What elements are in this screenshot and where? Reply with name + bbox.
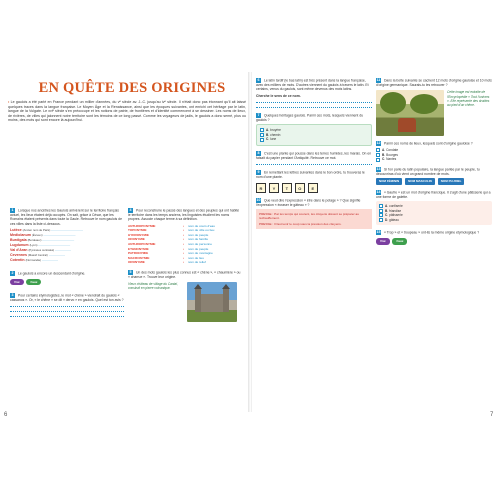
letter-tile[interactable]: O bbox=[295, 183, 305, 193]
question-7 bbox=[256, 113, 372, 146]
table-row[interactable]: PATRONYMIE • nom de montagne bbox=[128, 251, 213, 256]
question-10 bbox=[256, 198, 372, 230]
page-number-right: 7 bbox=[490, 412, 494, 418]
question-text: Lorsque nos ancêtres les Gaulois arrivèrent sur le territoire français actuel, les lieux étaient déjà occupés. On sait, grâce à César, que les Romains étaient présents dans toute la Gaule. Retrouve le nom gaulois de ces villes dans la liste ci-dessous. bbox=[10, 208, 122, 226]
checkbox[interactable] bbox=[379, 213, 383, 217]
letter-tile[interactable]: E bbox=[308, 183, 318, 193]
left-page bbox=[4, 72, 248, 412]
page-title: EN QUÊTE DES ORIGINES bbox=[38, 80, 226, 96]
option-c[interactable]: C. pâtisserie bbox=[379, 213, 489, 218]
tag-plural[interactable]: NOM PLURIEL bbox=[438, 178, 465, 184]
tag-masculine[interactable]: NOM MASCULIN bbox=[405, 178, 435, 184]
question-number: 9 bbox=[257, 170, 260, 175]
vrai-button[interactable]: Vrai bbox=[376, 238, 390, 244]
vrai-button[interactable]: Vrai bbox=[10, 279, 24, 285]
answer-line[interactable] bbox=[10, 308, 124, 312]
table-row[interactable]: ORONYMIE • nom de relief bbox=[128, 260, 206, 265]
question-text: Si l'on parle du latin populaire, la langue parlée par le peuple, tu découvriras d'où vient un grand nombre de mots. bbox=[376, 167, 480, 177]
question-number: 2 bbox=[11, 270, 14, 275]
castle-block bbox=[128, 282, 242, 322]
question-8 bbox=[256, 151, 372, 165]
town-item[interactable]: Mediolanum (Évreux) ................................ bbox=[10, 232, 76, 237]
letter-tiles bbox=[256, 183, 372, 193]
table-row[interactable]: ANTHROPONYMIE • nom de cours d'eau bbox=[128, 223, 215, 228]
town-item[interactable]: Lutèce (Ancien nom de Paris) ................................ bbox=[10, 227, 84, 232]
druid-block bbox=[376, 90, 492, 136]
question-text: Pour reconstruire le passé des langues et des peuples qui ont habité le territoire dans les temps anciens, les linguistes étudient les noms propres. Associe chaque terme à sa définition. bbox=[128, 208, 240, 222]
question-number: 13 bbox=[376, 167, 381, 172]
answer-line[interactable] bbox=[256, 104, 372, 108]
table-row[interactable]: ETHNONYMIE • nom de peuple bbox=[128, 246, 209, 251]
checkbox[interactable] bbox=[379, 218, 383, 222]
tag-feminine[interactable]: NOM FÉMININ bbox=[376, 178, 402, 184]
town-item[interactable]: Val d'Aran (Pyrénées centrales) ................ bbox=[10, 247, 72, 252]
question-text: Quelques héritages gaulois. Parmi ces mots, lesquels viennent du gaulois ? bbox=[256, 113, 364, 122]
town-item[interactable]: Cevennes (Massif Central) ................ bbox=[10, 252, 65, 257]
option-a[interactable]: A. Condate bbox=[376, 148, 492, 153]
qcm-options bbox=[376, 201, 492, 225]
question-text: « Trop » et « troupeau » ont-ils la même origine étymologique ? bbox=[383, 230, 480, 235]
table-row[interactable]: HYDRONYMIE • nom de peuple bbox=[128, 232, 209, 237]
answer-line[interactable] bbox=[10, 303, 124, 307]
town-list bbox=[10, 228, 124, 263]
question-number: 7 bbox=[257, 112, 260, 117]
answer-line[interactable] bbox=[10, 313, 124, 317]
question-13 bbox=[376, 167, 492, 185]
checkbox[interactable] bbox=[376, 148, 380, 152]
question-text: « Gaufre » est un mot d'origine francique. Il s'agit d'une pâtisserie qui a une forme de galette. bbox=[376, 190, 491, 199]
checkbox[interactable] bbox=[379, 209, 383, 213]
question-5 bbox=[128, 270, 242, 279]
option-b[interactable]: B. Bourges bbox=[376, 153, 492, 158]
photo-caption: Cette image est extraite de l'Encyclopédie « Tout l'univers ». Elle représente des druides au pied d'un chêne. bbox=[447, 90, 490, 107]
question-3 bbox=[10, 293, 124, 317]
question-text: Que veut dire l'expression « être dans le potage » ? Que signifie l'expression « écraser le gâteau » ? bbox=[256, 197, 361, 207]
table-row[interactable]: ANTHROPONYMIE • nom de personne bbox=[128, 241, 213, 246]
question-text: Parmi ces noms de lieux, lesquels sont d'origine gauloise ? bbox=[383, 141, 473, 146]
question-number: 1 bbox=[11, 208, 14, 212]
question-text: Dans la boîte suivante se cachent 12 mots d'origine gauloise et 10 mots d'origine germanique. Saurais-tu les retrouver ? bbox=[376, 78, 492, 87]
question-number: 15 bbox=[376, 230, 381, 235]
right-col-2 bbox=[376, 78, 492, 245]
question-text: En remettant les lettres suivantes dans le bon ordre, tu trouveras le nom d'une plante. bbox=[256, 170, 365, 180]
checkbox[interactable] bbox=[260, 138, 264, 142]
faux-button[interactable]: Faux bbox=[392, 238, 407, 244]
town-item[interactable]: Cotentin (Normandie) ................ bbox=[10, 257, 59, 262]
question-2 bbox=[10, 271, 124, 285]
qcm-options bbox=[256, 124, 372, 146]
question-text: C'est une plante qui pousse dans les terres humides, les marais. On en faisait du papier pendant l'Antiquité. Retrouve ce mot. bbox=[256, 151, 372, 160]
checkbox[interactable] bbox=[379, 204, 383, 208]
checkbox[interactable] bbox=[376, 158, 380, 162]
letter-tile[interactable]: R bbox=[256, 183, 266, 193]
onomastics-table bbox=[128, 224, 242, 265]
answer-line[interactable] bbox=[256, 99, 372, 103]
question-number: 10 bbox=[256, 197, 261, 202]
town-item[interactable]: Lugdunum (Lyon) ................................ bbox=[10, 242, 71, 247]
left-col-1 bbox=[10, 208, 124, 318]
intro-text: • Le gaulois a été parlé en France pendant un millier d'années, du vᵉ siècle av. J.-C. jusqu'au ivᵉ siècle. Il n'était donc pas étonnant qu'il ait laissé quelques traces dans la langue française. Le Moyen Âge et la Renaissance, ainsi que les époques suivantes, ont enrichi cet héritage par le latin, langue de la Vulgate. Le xviᵉ siècle s'en préoccupe et les notions de patrie, de frontières et d'identité commencent à se dessiner. Les noms de lieux, de rivières, de villes qui jalonnent notre territoire sont les témoins de ce long passé. Comme les voyageurs de jadis, le gaulois a donc semé, plus ou moins, des mots qui sont encore là aujourd'hui. bbox=[8, 100, 246, 122]
option-b[interactable]: B. friandise bbox=[379, 209, 489, 214]
checkbox[interactable] bbox=[376, 153, 380, 157]
option-d[interactable]: D. gâteau bbox=[379, 218, 489, 223]
letter-tile[interactable]: Y bbox=[269, 183, 279, 193]
table-row[interactable]: TOPONYMIE • nom de ville ou lieu bbox=[128, 228, 215, 233]
answer-line[interactable] bbox=[256, 161, 372, 165]
question-text: Pour certains étymologistes, le mot « chêne » viendrait du gaulois « cassanos ». Or, « le chêne » se dit « dervo » en gaulois. Quel est ton avis ? bbox=[10, 293, 124, 303]
table-row[interactable]: ODONYMIE • nom de famille bbox=[128, 237, 209, 242]
question-9 bbox=[256, 170, 372, 192]
qcm-options bbox=[376, 148, 492, 162]
question-number: 12 bbox=[376, 141, 381, 146]
town-item[interactable]: Burdigala (Bordeaux) ................................ bbox=[10, 237, 75, 242]
question-number: 14 bbox=[376, 189, 381, 194]
letter-tile[interactable]: T bbox=[282, 183, 292, 193]
option-a[interactable]: A. bruyère bbox=[260, 128, 368, 133]
right-col-1 bbox=[256, 78, 372, 229]
question-number: 8 bbox=[257, 150, 260, 155]
checkbox[interactable] bbox=[260, 133, 264, 137]
tag-row bbox=[376, 178, 492, 184]
question-text: Un des mots gaulois les plus connus est « chêne », « chaumière » ou « charrue ». Trouve leur origine. bbox=[128, 270, 241, 279]
right-page bbox=[252, 72, 496, 412]
question-text: Le latin tardif (le bas latin) est très présent dans la langue française, avec des milliers de mots. D'autres viennent du gaulois à travers le latin. Et certains, venus du gaulois, sont même devenus des mots latins. bbox=[256, 78, 369, 92]
druid-photo bbox=[376, 90, 444, 136]
question-1 bbox=[10, 208, 124, 226]
photo-caption: Vieux château de village du Cantal, construit en pierre volcanique. bbox=[128, 282, 178, 291]
question-6: 6 Le latin tardif (le bas latin) est très présent dans la langue française, avec des milliers de mots. D'autres viennent du gaulois à travers le latin. Et certains, venus du gaulois, sont même devenus des mots latins. Cherche le sens de ce nom. bbox=[256, 78, 372, 108]
expression-panel: PRESSE : Par les temps qui courent, les citoyens doivent se préparer au réchauffement. PRESSE : Il faut tenir le coup sous la pression des citoyens. bbox=[256, 209, 372, 229]
question-number: 11 bbox=[376, 78, 381, 82]
option-c[interactable]: C. Nantes bbox=[376, 157, 492, 162]
option-b[interactable]: B. chemin bbox=[260, 133, 368, 138]
question-4 bbox=[128, 208, 242, 222]
question-text: Le gaulois a encore un descendant d'origine. bbox=[17, 271, 86, 276]
question-14 bbox=[376, 190, 492, 226]
question-number: 3 bbox=[11, 293, 14, 298]
castle-photo bbox=[187, 282, 237, 322]
option-c[interactable]: C. lune bbox=[260, 137, 368, 142]
page-number-left: 6 bbox=[4, 412, 8, 418]
question-11 bbox=[376, 78, 492, 87]
question-number: 5 bbox=[129, 269, 132, 274]
checkbox[interactable] bbox=[260, 128, 264, 132]
table-row[interactable]: MACRONYMIE • nom de lieu bbox=[128, 255, 204, 260]
left-col-2 bbox=[128, 208, 242, 322]
question-number: 4 bbox=[129, 208, 132, 212]
question-15 bbox=[376, 230, 492, 244]
question-12 bbox=[376, 141, 492, 162]
question-number: 6 bbox=[257, 78, 260, 82]
faux-button[interactable]: Faux bbox=[26, 279, 41, 285]
option-a[interactable]: A. confiserie bbox=[379, 204, 489, 209]
